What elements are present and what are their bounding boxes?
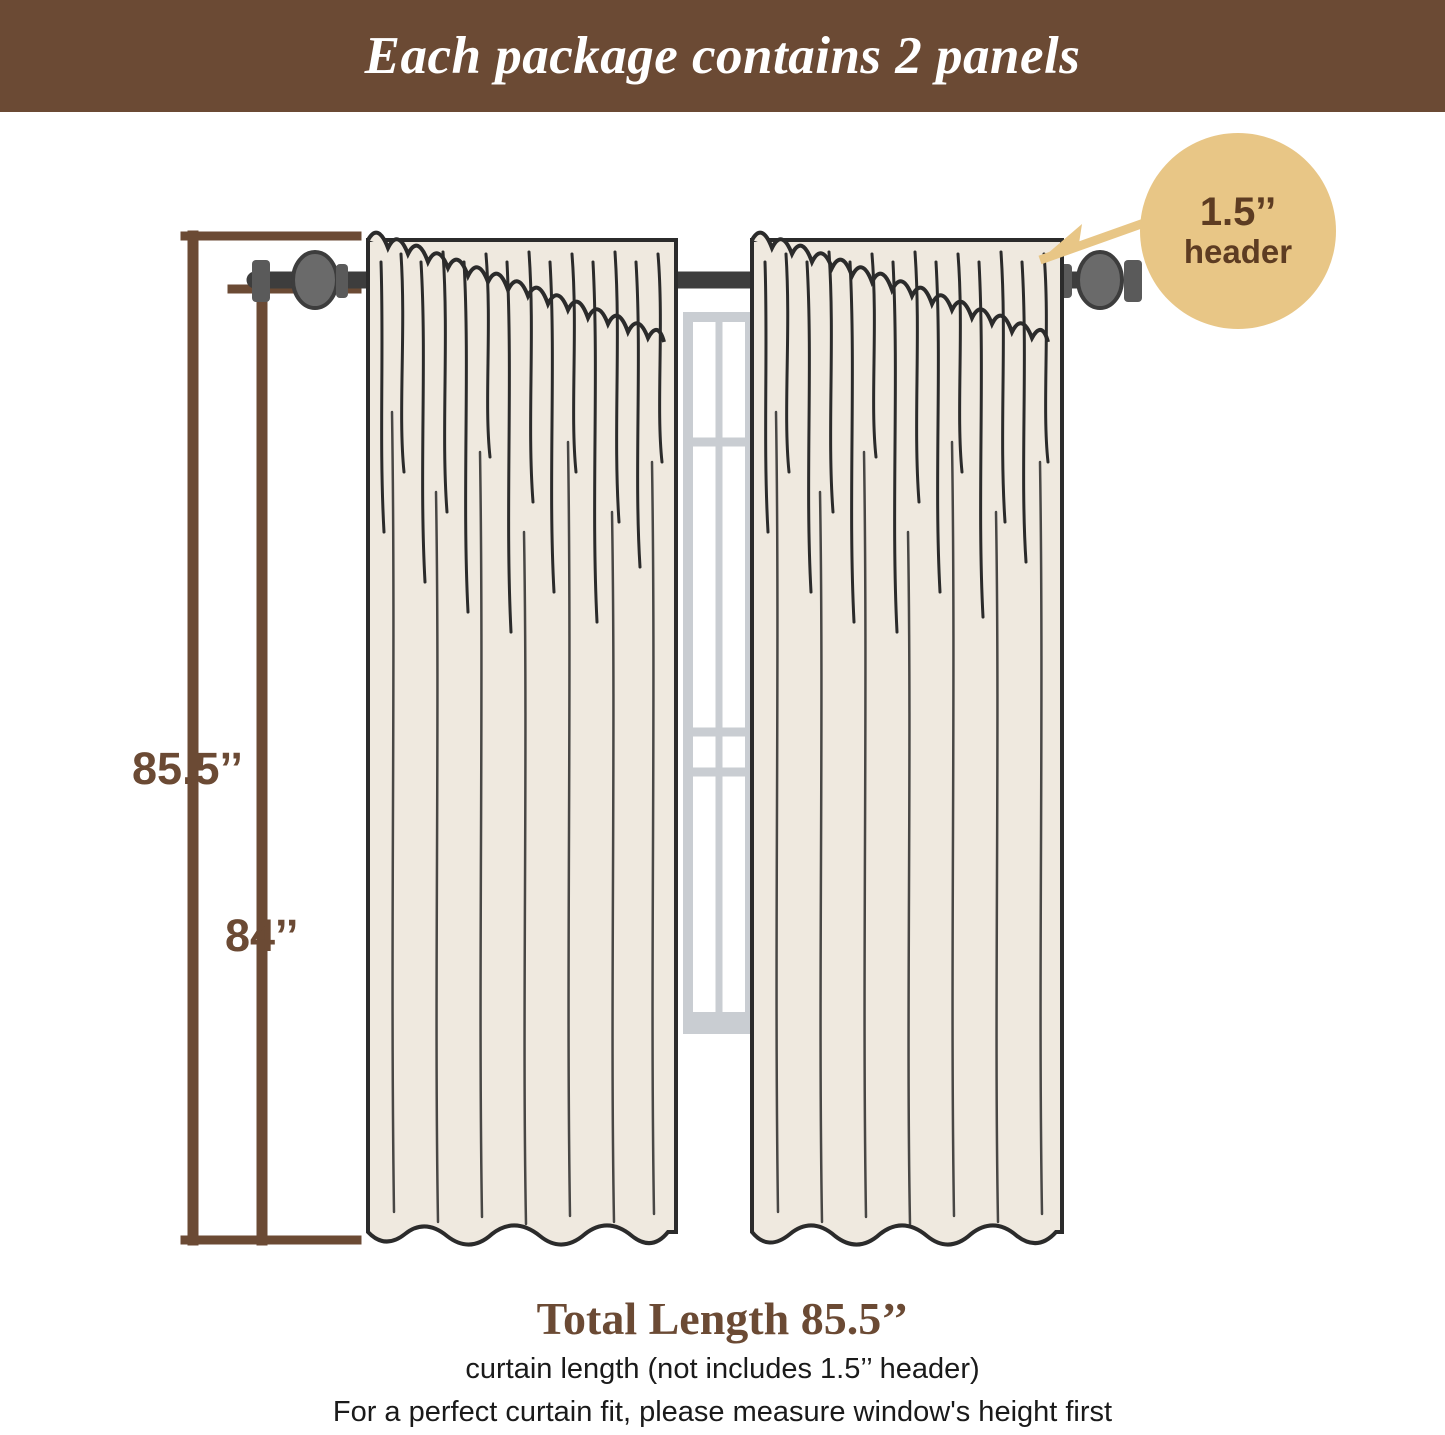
footer-note-one: curtain length (not includes 1.5’’ header) xyxy=(465,1352,980,1385)
footer-note-two: For a perfect curtain fit, please measure window's height first xyxy=(332,1396,1113,1428)
callout-label: header xyxy=(1183,233,1293,271)
header-callout-bubble xyxy=(1140,133,1336,329)
dimension-label-curtain-length: 84’’ xyxy=(225,910,299,961)
curtain-panel-left xyxy=(368,233,676,1245)
banner-title: Each package contains 2 panels xyxy=(364,27,1081,85)
dimension-bracket-curtain xyxy=(232,289,357,1240)
window-frame xyxy=(684,317,756,1032)
curtain-panel-right xyxy=(752,233,1062,1245)
footer-total-length: Total Length 85.5’’ xyxy=(536,1293,909,1344)
header-banner xyxy=(0,0,1445,112)
dimension-bracket-total xyxy=(185,236,357,1240)
callout-measure: 1.5’’ xyxy=(1199,190,1277,235)
footer-caption xyxy=(0,1290,1445,1435)
dimension-label-total-length: 85.5’’ xyxy=(132,743,243,794)
